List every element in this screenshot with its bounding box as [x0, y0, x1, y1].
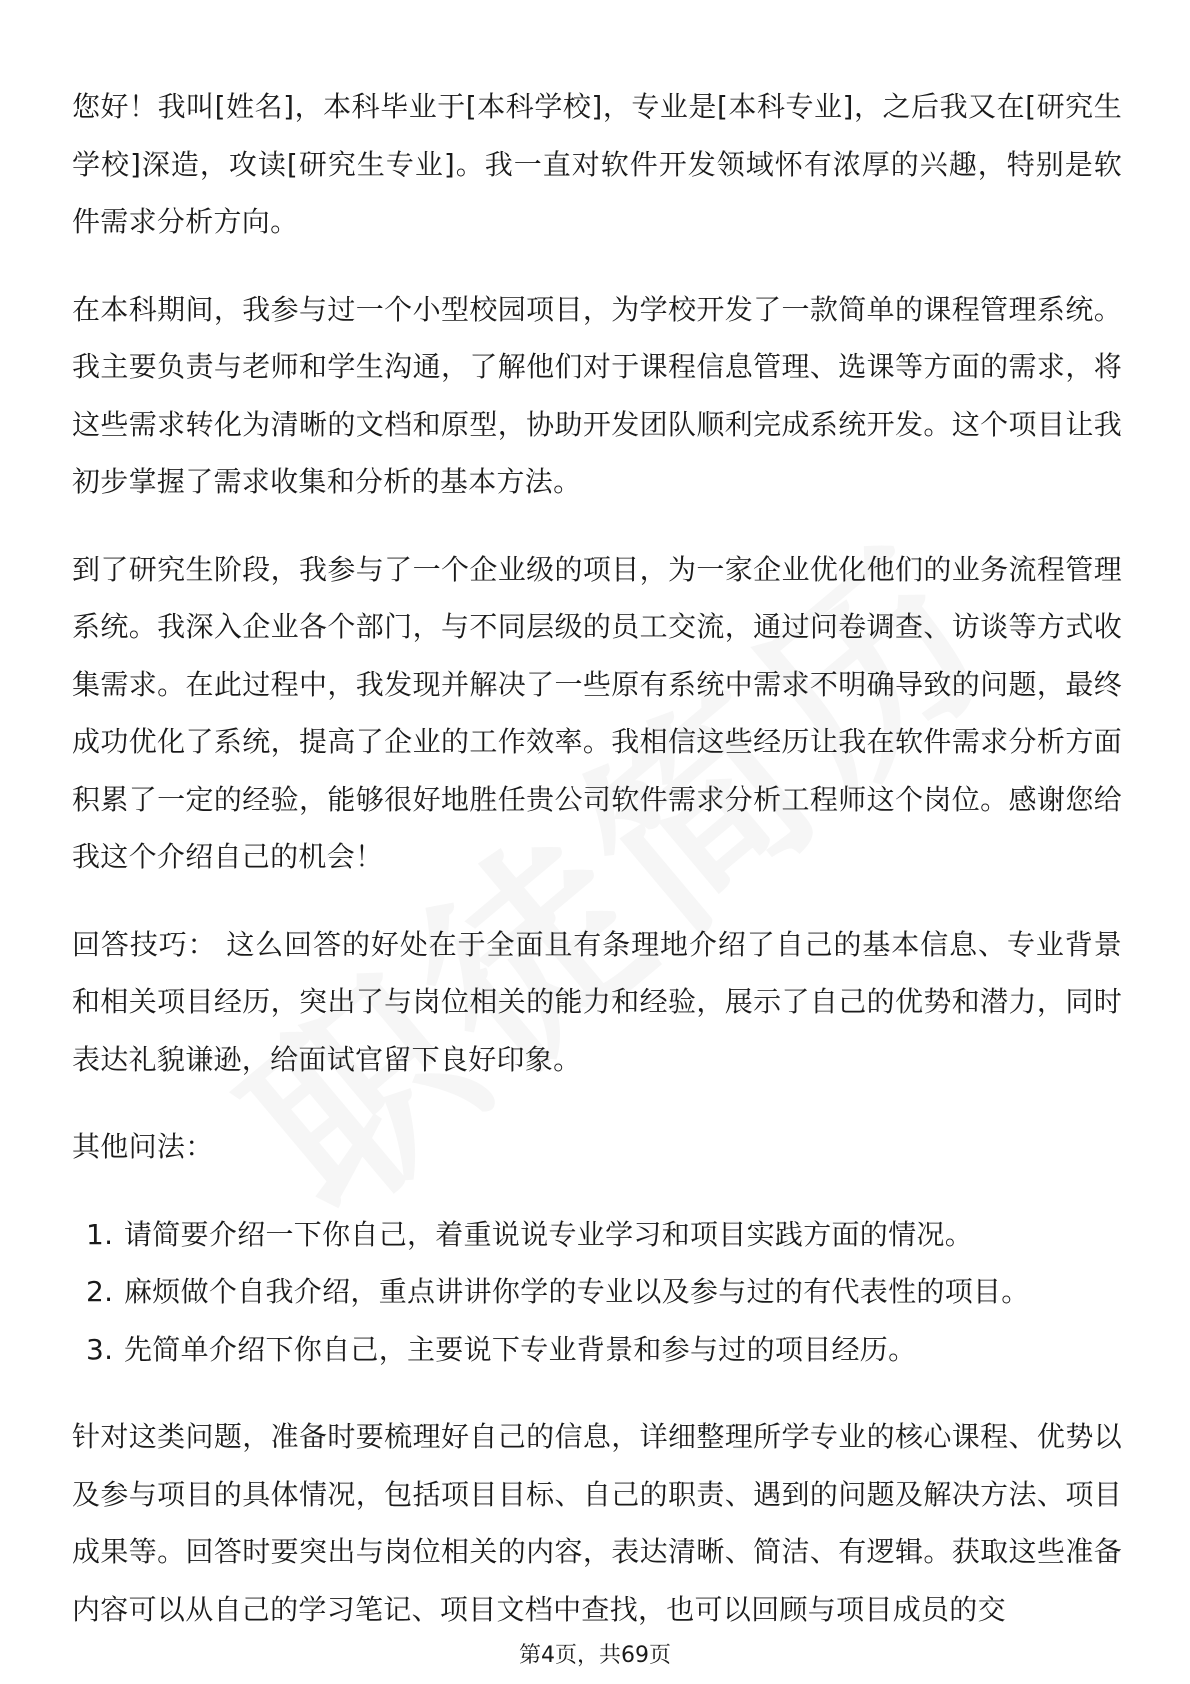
list-number: 1. — [86, 1217, 114, 1251]
intro-paragraph: 您好！我叫[姓名]，本科毕业于[本科学校]，专业是[本科专业]，之后我又在[研究生学校]深造，攻读[研究生专业]。我一直对软件开发领域怀有浓厚的兴趣，特别是软件需求分析方向。 — [72, 90, 1122, 238]
list-number: 2. — [86, 1275, 114, 1308]
other-questions-list — [72, 1206, 1122, 1379]
list-text: 麻烦做个自我介绍，重点讲讲你学的专业以及参与过的有代表性的项目。 — [124, 1275, 1030, 1308]
preparation-advice-paragraph: 针对这类问题，准备时要梳理好自己的信息，详细整理所学专业的核心课程、优势以及参与项目的具体情况，包括项目目标、自己的职责、遇到的问题及解决方法、项目成果等。回答时要突出与岗位相关的内容，表达清晰、简洁、有逻辑。获取这些准备内容可以从自己的学习笔记、项目文档中查找，也可以回顾与项目成员的交 — [72, 1420, 1122, 1626]
graduate-project-paragraph: 到了研究生阶段，我参与了一个企业级的项目，为一家企业优化他们的业务流程管理系统。我深入企业各个部门，与不同层级的员工交流，通过问卷调查、访谈等方式收集需求。在此过程中，我发现并解决了一些原有系统中需求不明确导致的问题，最终成功优化了系统，提高了企业的工作效率。我相信这些经历让我在软件需求分析方面积累了一定的经验，能够很好地胜任贵公司软件需求分析工程师这个岗位。感谢您给我这个介绍自己的机会！ — [72, 552, 1122, 873]
document-body — [72, 78, 1122, 1668]
list-number: 3. — [86, 1332, 114, 1366]
page-footer: 第4页，共69页 — [519, 1643, 671, 1668]
list-text: 请简要介绍一下你自己，着重说说专业学习和项目实践方面的情况。 — [124, 1217, 974, 1251]
undergrad-project-paragraph: 在本科期间，我参与过一个小型校园项目，为学校开发了一款简单的课程管理系统。我主要负责与老师和学生沟通，了解他们对于课程信息管理、选课等方面的需求，将这些需求转化为清晰的文档和原型，协助开发团队顺利完成系统开发。这个项目让我初步掌握了需求收集和分析的基本方法。 — [72, 292, 1122, 498]
list-text: 先简单介绍下你自己，主要说下专业背景和参与过的项目经历。 — [124, 1332, 917, 1366]
list-item — [72, 1263, 1122, 1321]
list-item — [72, 1321, 1122, 1379]
other-questions-heading: 其他问法： — [72, 1130, 214, 1163]
answer-tips-paragraph: 回答技巧： 这么回答的好处在于全面且有条理地介绍了自己的基本信息、专业背景和相关项目经历，突出了与岗位相关的能力和经验，展示了自己的优势和潜力，同时表达礼貌谦逊，给面试官留下良好印象。 — [72, 927, 1122, 1076]
list-item — [72, 1206, 1122, 1264]
